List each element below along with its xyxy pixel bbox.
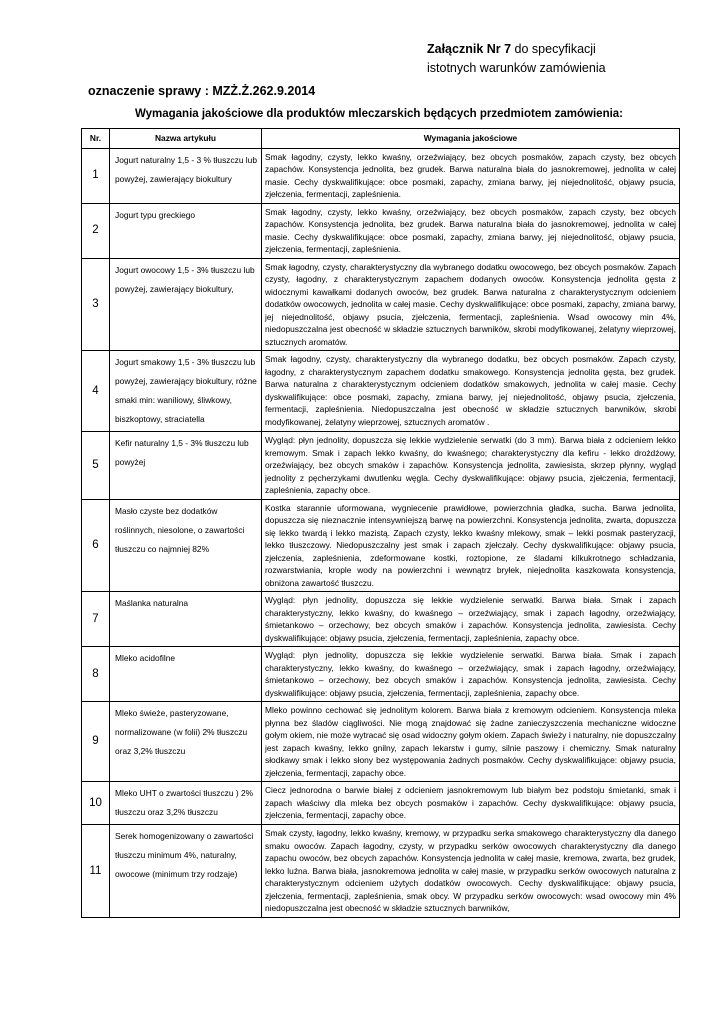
table-row xyxy=(82,825,680,918)
product-name: Mleko UHT o zwartości tłuszczu ) 2% tłuszczu oraz 3,2% tłuszczu xyxy=(110,782,262,825)
requirements-table xyxy=(81,128,680,918)
table-row xyxy=(82,148,680,203)
case-number: oznaczenie sprawy : MZŻ.Ż.262.9.2014 xyxy=(88,84,316,98)
column-header-name: Nazwa artykułu xyxy=(110,129,262,149)
quality-requirements: Smak łagodny, czysty, lekko kwaśny, orzeźwiający, bez obcych posmaków, zapach czysty, bez obcych zapachów. Konsystencja jednolita, bez grudek. Barwa naturalna biała do jasnokremowej, jednolita w całej masie. Cechy dyskwalifikujące: obce posmaki, zapachy, zmiana barwy, jej niejednolitość, objawy psucia, zjełczenia, fermentacji, zapleśnienia. xyxy=(262,148,680,203)
table-row xyxy=(82,432,680,500)
row-number: 5 xyxy=(82,432,110,500)
table-row xyxy=(82,351,680,432)
product-name: Jogurt naturalny 1,5 - 3 % tłuszczu lub powyżej, zawierający biokultury xyxy=(110,148,262,203)
table-header-row xyxy=(82,129,680,149)
product-name: Jogurt typu greckiego xyxy=(110,203,262,258)
attachment-heading xyxy=(427,40,606,78)
quality-requirements: Smak łagodny, czysty, charakterystyczny dla wybranego dodatku, bez obcych posmaków. Zapach czysty, łagodny, z charakterystycznym zapachem dodatku smakowego. Konsystencja jednolita gęsta, bez grudek. Barwa naturalna z charakterystycznym odcieniem dodatków smakowych, jednolita w całej masie. Cechy dyskwalifikujące: obce posmaki, zapachy, zmiana barwy, jej niejednolitość, objawy psucia, zjełczenia, fermentacji, zapleśnienia. Niedopuszczalna jest obecność w składzie sztucznych barwników, skrobi modyfikowanej, żelatyny wieprzowej, sztucznych aromatów . xyxy=(262,351,680,432)
row-number: 9 xyxy=(82,702,110,782)
product-name: Maślanka naturalna xyxy=(110,592,262,647)
table-row xyxy=(82,782,680,825)
quality-requirements: Wygląd: płyn jednolity, dopuszcza się lekkie wydzielenie serwatki. Barwa biała. Smak i zapach charakterystyczny, lekko kwaśny, do kwaśnego – orzeźwiający, smak i zapach łagodny, orzeźwiający, śmietankowo – orzechowy, bez obcych smaków i zapachów. Konsystencja jednolita, zawiesista. Cechy dyskwalifikujące: objawy psucia, zjełczenia, fermentacji, zapleśnienia, zapachy obce. xyxy=(262,592,680,647)
row-number: 6 xyxy=(82,499,110,592)
quality-requirements: Kostka starannie uformowana, wygniecenie prawidłowe, powierzchnia gładka, sucha. Barwa jednolita, dopuszcza się nieznacznie intensywniejszą barwę na powierzchni. Konsystencja jednolita, zwarta, dopuszcza się lekko twardą i lekko mazistą. Zapach czysty, lekko kwaśny mlekowy, smak – lekki posmak pasteryzacji, lekko tłuszczowy. Niedopuszczalny jest smak i zapach zjełczały. Cechy dyskwalifikujące: objawy psucia, zjełczenia, zapleśnienia, zdeformowane kostki, roztopione, ze śladami kilkukrotnego schładzania, rozwarstwiania, krople wody na powierzchni i wewnątrz bryłek, niejednolita kaszkowata konsystencja, obniżona zawartość tłuszczu. xyxy=(262,499,680,592)
row-number: 3 xyxy=(82,258,110,351)
attachment-label-line2: istotnych warunków zamówienia xyxy=(427,61,606,75)
column-header-nr: Nr. xyxy=(82,129,110,149)
quality-requirements: Smak czysty, łagodny, lekko kwaśny, kremowy, w przypadku serka smakowego charakterystyczny dla danego smaku owoców. Zapach łagodny, czysty, w przypadku serków owocowych charakterystyczny dla danego zapachu owoców, bez obcych zapachów. Konsystencja jednolita w całej masie, kremowa, zwarta, bez grudek, lekko luźna. Barwa biała, jasnokremowa jednolita w całej masie, w przypadku serków owocowych naturalna z charakterystycznym odcieniem użytych dodatków owocowych. Cechy dyskwalifikujące: objawy psucia, zjełczenia, fermentacji, zapleśnienia, smak obcy. W przypadku serków owocowych: wsad owocowy min 4% niedopuszczalna jest obecność w składzie sztucznych barwników, xyxy=(262,825,680,918)
product-name: Serek homogenizowany o zawartości tłuszczu minimum 4%, naturalny, owocowe (minimum trzy rodzaje) xyxy=(110,825,262,918)
row-number: 11 xyxy=(82,825,110,918)
row-number: 10 xyxy=(82,782,110,825)
product-name: Masło czyste bez dodatków roślinnych, niesolone, o zawartości tłuszczu co najmniej 82% xyxy=(110,499,262,592)
product-name: Mleko acidofilne xyxy=(110,647,262,702)
product-name: Jogurt owocowy 1,5 - 3% tłuszczu lub powyżej, zawierający biokultury, xyxy=(110,258,262,351)
row-number: 8 xyxy=(82,647,110,702)
row-number: 4 xyxy=(82,351,110,432)
quality-requirements: Mleko powinno cechować się jednolitym kolorem. Barwa biała z kremowym odcieniem. Konsystencja mleka płynna bez śladów ciągliwości. Nie mogą znajdować się żadne zanieczyszczenia mechaniczne widoczne gołym okiem, nie może wytracać się osad widoczny gołym okiem. Zapach świeży i naturalny, nie dopuszczalny jest zapach kwaśny, lekko gnilny, zapach lekarstw i gumy, silnie paszowy i chemiczny. Smak naturalny słodkawy smak i lekko słony bez występowania żadnych posmaków. Cechy dyskwalifikujące: objawy psucia, zjełczenia, fermentacji, zapachy obce. xyxy=(262,702,680,782)
quality-requirements: Wygląd: płyn jednolity, dopuszcza się lekkie wydzielenie serwatki (do 3 mm). Barwa biała z odcieniem lekko kremowym. Smak i zapach lekko kwaśny, do kwaśnego; charakterystyczny dla kefiru - lekko drożdżowy, orzeźwiający, bez obcych smaków i zapachów. Konsystencja jednolita, zawiesista, skrzep płynny, wygląd jednolity z pęcherzykami dwutlenku węgla. Cechy dyskwalifikujące: objawy psucia, zjełczenia, fermentacji, zapleśnienia, zapachy obce. xyxy=(262,432,680,500)
table-row xyxy=(82,258,680,351)
table-row xyxy=(82,647,680,702)
row-number: 2 xyxy=(82,203,110,258)
product-name: Mleko świeże, pasteryzowane, normalizowane (w folii) 2% tłuszczu oraz 3,2% tłuszczu xyxy=(110,702,262,782)
table-row xyxy=(82,702,680,782)
quality-requirements: Wygląd: płyn jednolity, dopuszcza się lekkie wydzielenie serwatki. Barwa biała. Smak i zapach charakterystyczny, lekko kwaśny, do kwaśnego – orzeźwiający, smak i zapach łagodny, orzeźwiający, śmietankowo – orzechowy, bez obcych smaków i zapachów. Konsystencja jednolita, zawiesista. Cechy dyskwalifikujące: objawy psucia, zjełczenia, fermentacji, zapleśnienia, zapachy obce. xyxy=(262,647,680,702)
attachment-label: do specyfikacji xyxy=(511,42,596,56)
table-row xyxy=(82,592,680,647)
product-name: Jogurt smakowy 1,5 - 3% tłuszczu lub powyżej, zawierający biokultury, różne smaki min: waniliowy, śliwkowy, biszkoptowy, straciatella xyxy=(110,351,262,432)
row-number: 1 xyxy=(82,148,110,203)
quality-requirements: Smak łagodny, czysty, lekko kwaśny, orzeźwiający, bez obcych posmaków, zapach czysty, bez obcych zapachów. Konsystencja jednolita, bez grudek. Barwa naturalna biała do jasnokremowej, jednolita w całej masie. Cechy dyskwalifikujące: obce posmaki, zapachy, zmiana barwy, jej niejednolitość, objawy psucia, zjełczenia, fermentacji, zapleśnienia. xyxy=(262,203,680,258)
row-number: 7 xyxy=(82,592,110,647)
product-name: Kefir naturalny 1,5 - 3% tłuszczu lub powyżej xyxy=(110,432,262,500)
document-title: Wymagania jakościowe dla produktów mleczarskich będących przedmiotem zamówienia: xyxy=(134,108,624,120)
table-row xyxy=(82,203,680,258)
quality-requirements: Smak łagodny, czysty, charakterystyczny dla wybranego dodatku owocowego, bez obcych posmaków. Zapach czysty, łagodny, z charakterystycznym zapachem dodanych owoców. Konsystencja jednolita gęsta z widocznymi kawałkami dodanych owoców, bez grudek. Barwa naturalna z charakterystycznym odcieniem dodatków owocowych, jednolita w całej masie. Cechy dyskwalifikujące: obce posmaki, zapachy, zmiana barwy, jej niejednolitość, objawy psucia, zjełczenia, fermentacji, zapleśnienia. Wsad owocowy min 4%, niedopuszczalna jest obecność w składzie sztucznych barwników, skrobi modyfikowanej, żelatyny wieprzowej, sztucznych aromatów. xyxy=(262,258,680,351)
quality-requirements: Ciecz jednorodna o barwie białej z odcieniem jasnokremowym lub białym bez podstoju śmietanki, smak i zapach właściwy dla mleka bez obcych posmaków i zapachów. Cechy dyskwalifikujące: objawy psucia, zjełczenia, fermentacji, zapachy obce. xyxy=(262,782,680,825)
attachment-number: Załącznik Nr 7 xyxy=(427,42,512,56)
column-header-requirements: Wymagania jakościowe xyxy=(262,129,680,149)
table-row xyxy=(82,499,680,592)
